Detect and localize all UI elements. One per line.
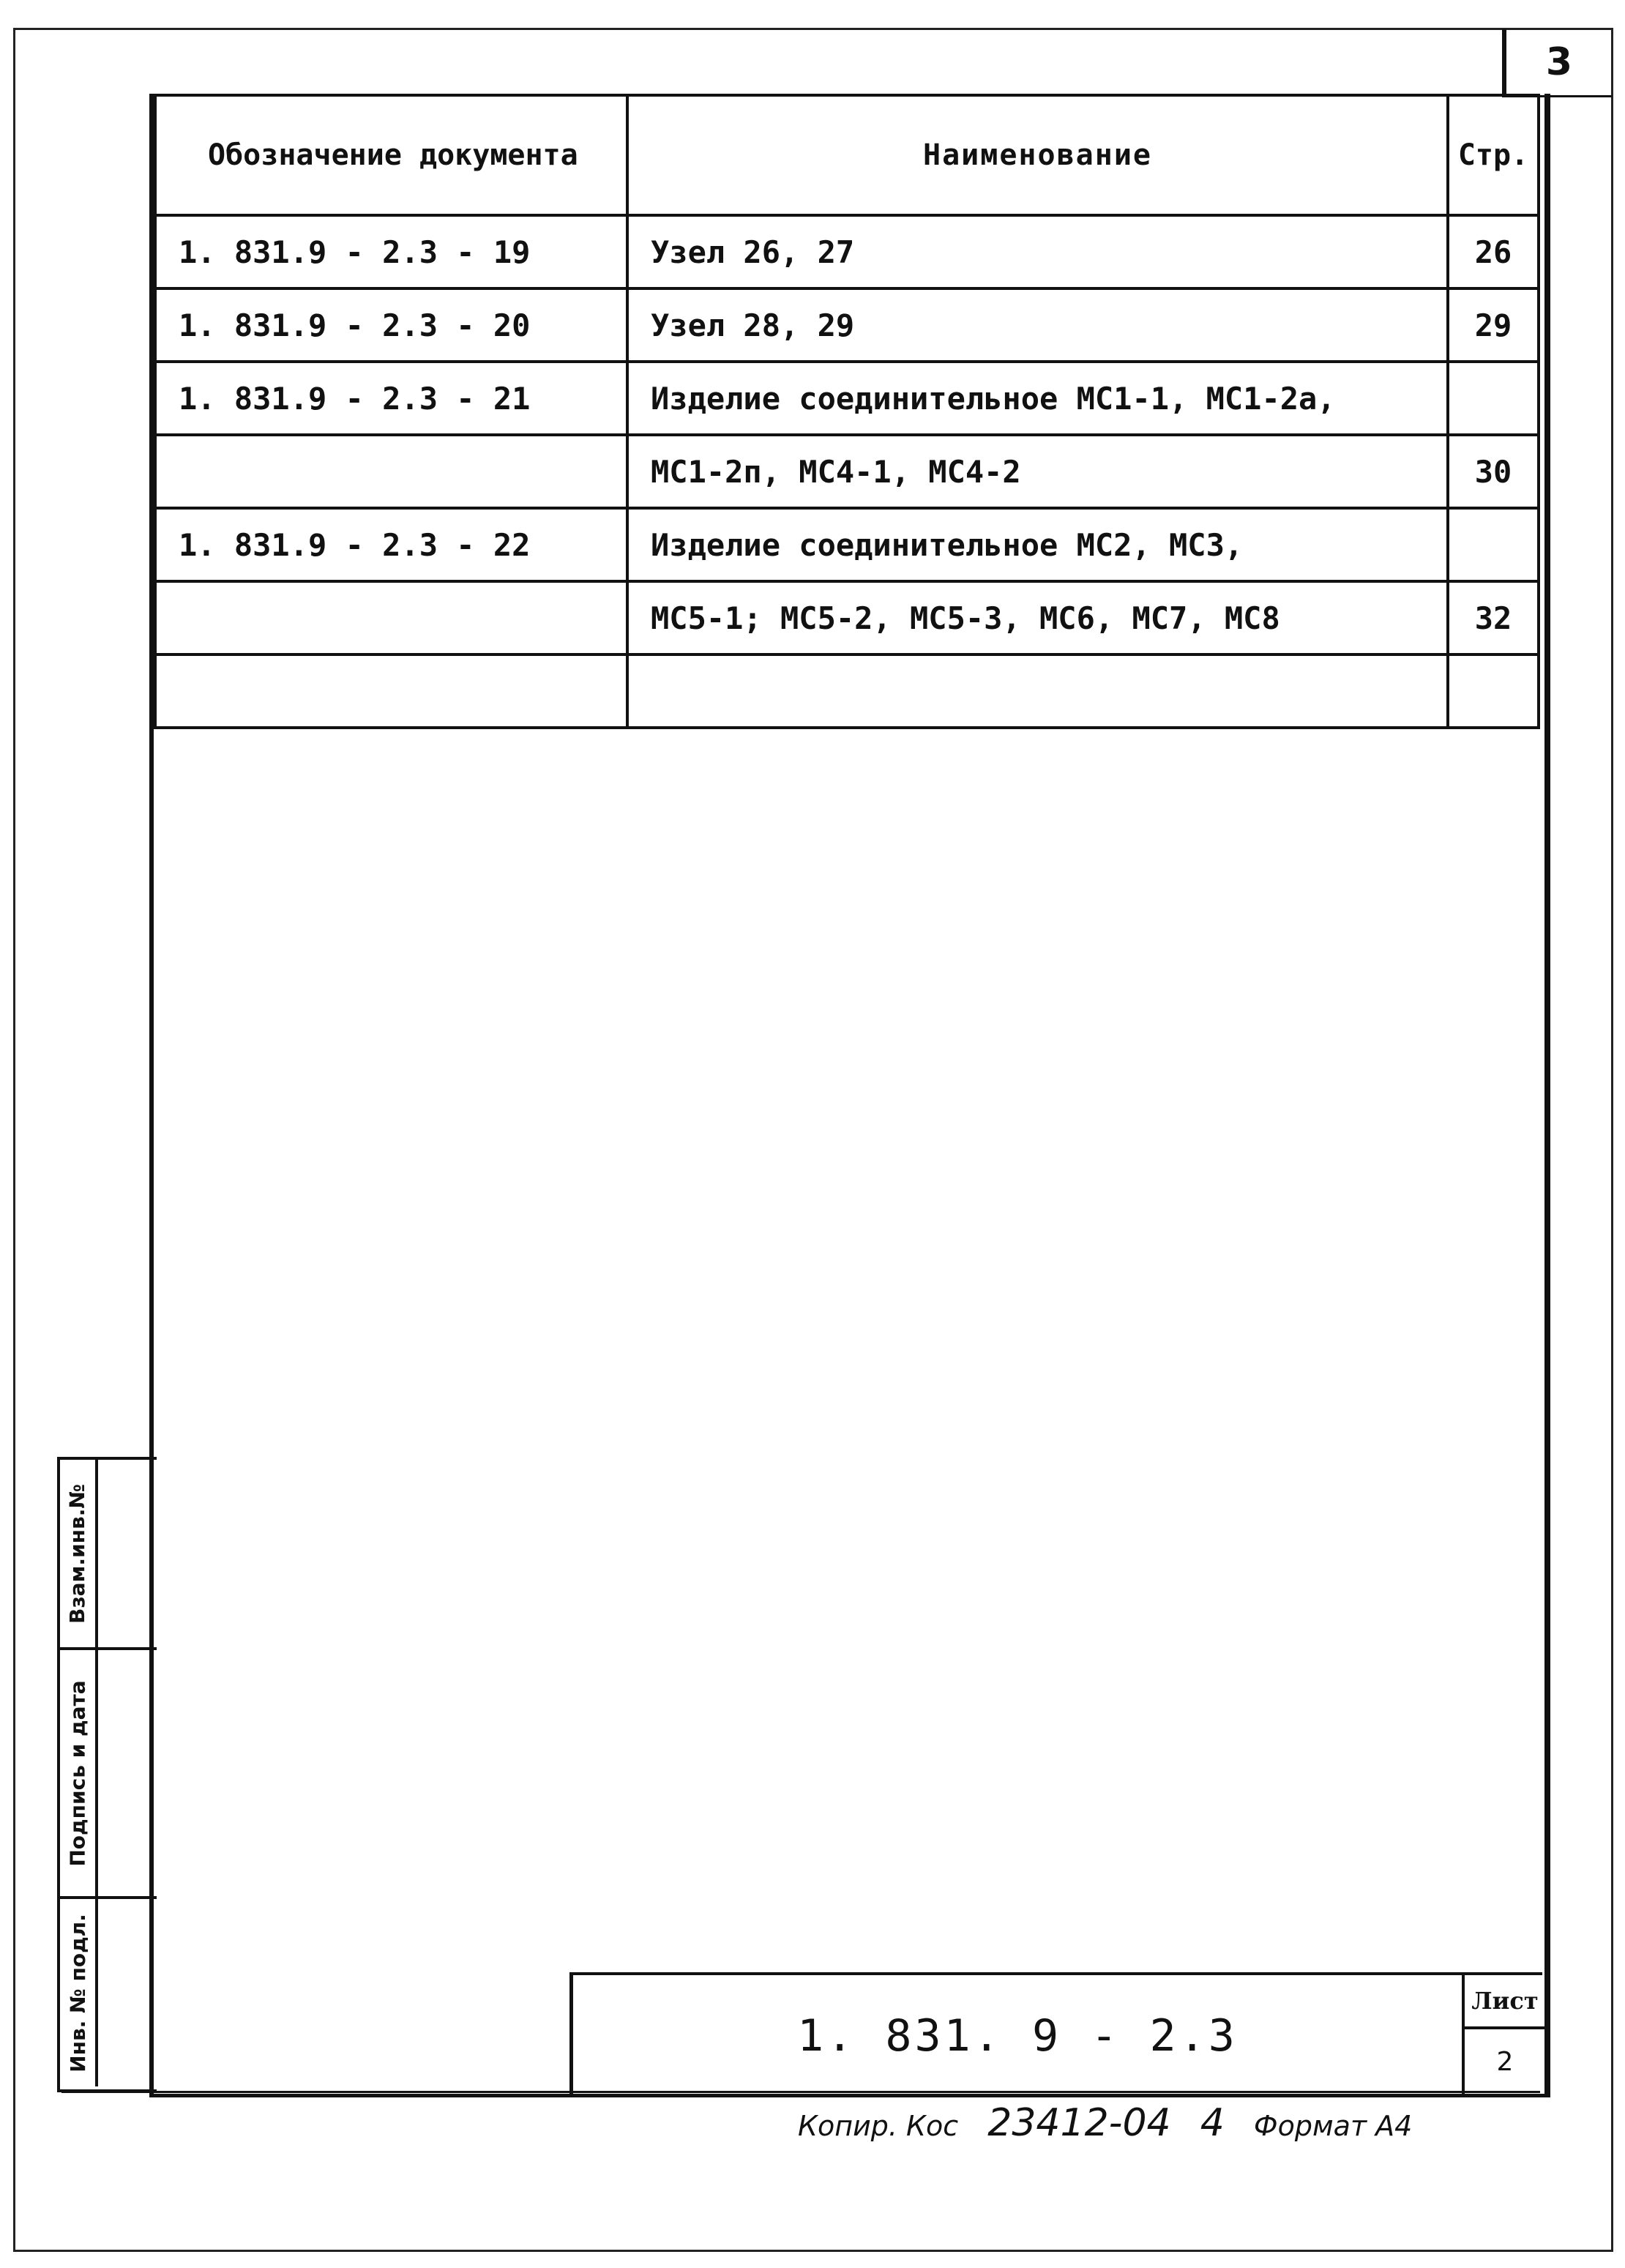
row-page: 32 (1448, 581, 1539, 654)
sheet-box (1462, 1975, 1545, 2097)
row-designation (155, 435, 627, 508)
header-page: Стр. (1448, 95, 1539, 215)
row-page (1448, 508, 1539, 581)
side-stamp (57, 1457, 157, 2092)
sheet-value: 2 (1496, 2047, 1514, 2077)
table-row (155, 215, 1539, 288)
table-row (155, 288, 1539, 362)
side-label-inventory: Инв. № подл. (65, 1913, 90, 2073)
table-header-row (155, 95, 1539, 215)
side-cell-inventory (60, 1899, 157, 2086)
footer-order: 23412-04 (987, 2101, 1171, 2145)
row-designation (155, 654, 627, 728)
table-row (155, 581, 1539, 654)
document-code: 1. 831. 9 - 2.3 (797, 2010, 1238, 2062)
row-page: 26 (1448, 215, 1539, 288)
header-name: Наименование (627, 95, 1448, 215)
side-cell-signature (60, 1650, 157, 1899)
row-page: 30 (1448, 435, 1539, 508)
side-label-replacement: Взам.инв.№ (65, 1483, 90, 1624)
row-name: Узел 26, 27 (627, 215, 1448, 288)
footer-format: Формат А4 (1253, 2110, 1413, 2142)
footer (798, 2101, 1432, 2145)
contents-table (154, 94, 1540, 729)
row-name: Изделие соединительное МС2, МС3, (627, 508, 1448, 581)
title-block (569, 1972, 1542, 2097)
row-designation: 1. 831.9 - 2.3 - 20 (155, 288, 627, 362)
row-designation: 1. 831.9 - 2.3 - 22 (155, 508, 627, 581)
row-name (627, 654, 1448, 728)
row-name: Изделие соединительное МС1-1, МС1-2а, (627, 362, 1448, 435)
row-page (1448, 362, 1539, 435)
row-designation: 1. 831.9 - 2.3 - 21 (155, 362, 627, 435)
table-row (155, 362, 1539, 435)
row-name: МС5-1; МС5-2, МС5-3, МС6, МС7, МС8 (627, 581, 1448, 654)
table-row (155, 435, 1539, 508)
table-row (155, 508, 1539, 581)
row-page (1448, 654, 1539, 728)
footer-copy: Копир. Кос (798, 2110, 959, 2142)
row-designation: 1. 831.9 - 2.3 - 19 (155, 215, 627, 288)
side-label-signature: Подпись и дата (65, 1679, 90, 1867)
sheet-number: 3 (1502, 29, 1612, 97)
table-row (155, 654, 1539, 728)
row-name: МС1-2п, МС4-1, МС4-2 (627, 435, 1448, 508)
row-name: Узел 28, 29 (627, 288, 1448, 362)
row-designation (155, 581, 627, 654)
sheet-label: Лист (1465, 1975, 1545, 2029)
row-page: 29 (1448, 288, 1539, 362)
header-designation: Обозначение документа (155, 95, 627, 215)
footer-num: 4 (1200, 2101, 1225, 2145)
side-cell-replacement (60, 1460, 157, 1650)
bottom-line (61, 2091, 1540, 2093)
